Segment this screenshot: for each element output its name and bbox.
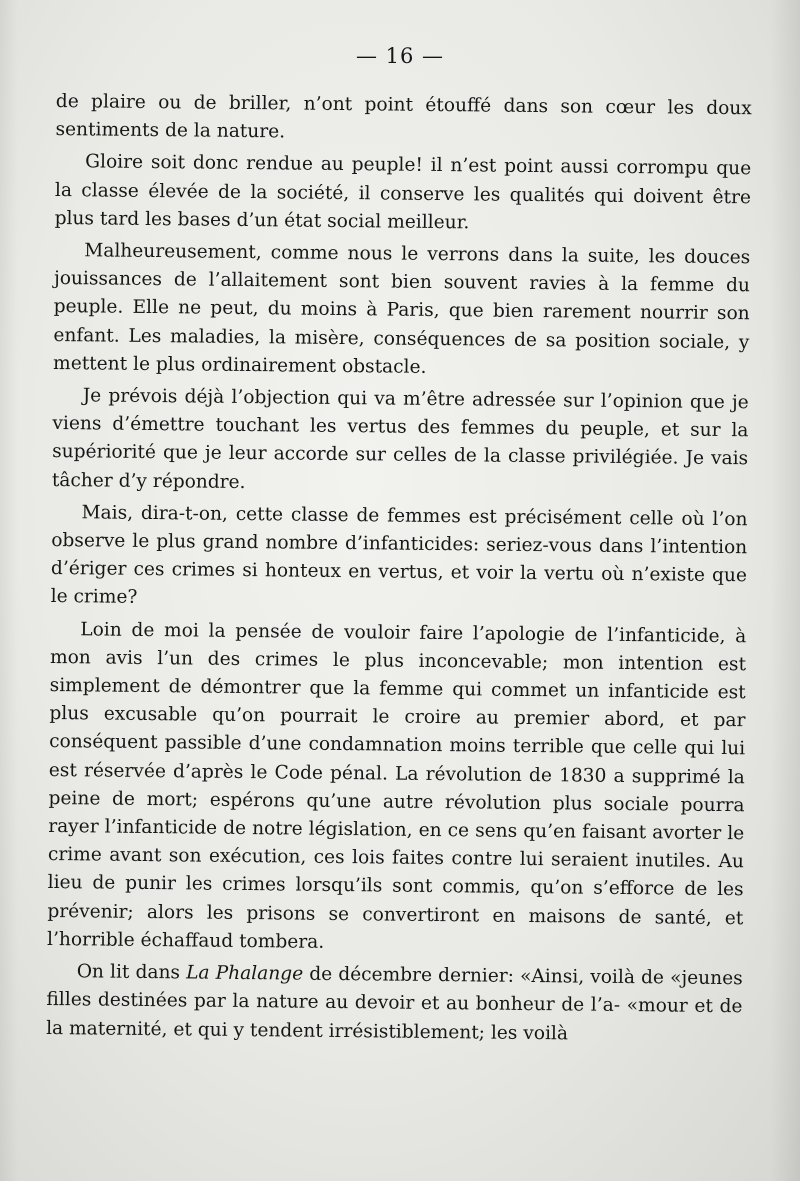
paragraph-loin-de-moi: Loin de moi la pensée de vouloir faire l’apologie de l’infanticide, à mon avis l’un des crimes le plus inconcevable; mon intention est simplement de démontrer que la femme qui commet un infanticide est plus excusable qu’on pourrait le croire au premier abord, et par conséquent passible d’une condamnation moins terrible que celle qui lui est réservée d’après le Code pénal. La révolution de 1830 a supprimé la peine de mort; espérons qu’une autre révolution plus sociale pourra rayer l’infanticide de notre législation, en ce sens qu’en faisant avorter le crime avant son exécution, ces lois faites contre lui seraient inutiles. Au lieu de punir les crimes lorsqu’ils sont commis, qu’on s’efforce de les prévenir; alors les prisons se convertiront en maisons de santé, et l’horrible échaffaud tombera. xyxy=(46,618,747,953)
paragraph-continuation: de plaire ou de briller, n’ont point étouffé dans son cœur les doux sentiments de la nature. xyxy=(55,90,752,143)
paragraph-phalange-quote xyxy=(46,958,743,1050)
paragraph-mais: Mais, dira-t-on, cette classe de femmes est précisément celle où l’on observe le plus grand nombre d’infanticides: seriez-vous dans l’intention d’ériger ces crimes si honteux en vertus, et voir la vertu où n’existe que le crime? xyxy=(50,502,748,609)
paragraph-malheureusement: Malheureusement, comme nous le verrons dans la suite, les douces jouissances de l’allaitement sont bien souvent ravies à la femme du peuple. Elle ne peut, du moins à Paris, que bien rarement nourrir son enfant. Les maladies, la misère, conséquences de sa position sociale, y mettent le plus ordinairement obstacle. xyxy=(53,240,751,378)
page-number: — 16 — xyxy=(355,44,445,68)
paragraph-objection: Je prévois déjà l’objection qui va m’être adressée sur l’opinion que je viens d’émettre touchant les vertus des femmes du peuple, et sur la supériorité que je leur accorde sur celles de la classe privilégiée. Je vais tâcher d’y répondre. xyxy=(51,385,749,493)
journal-title: La Phalange xyxy=(186,962,304,985)
quote-intro: On lit dans xyxy=(76,961,187,984)
gutter-shadow xyxy=(0,0,18,1181)
page-edge-shadow xyxy=(770,0,800,1181)
quote-text: de décembre dernier: «Ainsi, voilà de «jeunes filles destinées par la nature au devoir et au bonheur de l’a- «mour et de la maternité, et qui y tendent irrésistiblement; les voilà xyxy=(46,963,743,1044)
paragraph-gloire: Gloire soit donc rendue au peuple! il n’est point aussi corrompu que la classe élevée de la société, il conserve les qualités qui doivent être plus tard les bases d’un état social meilleur. xyxy=(54,151,752,234)
body-text xyxy=(46,88,752,1054)
